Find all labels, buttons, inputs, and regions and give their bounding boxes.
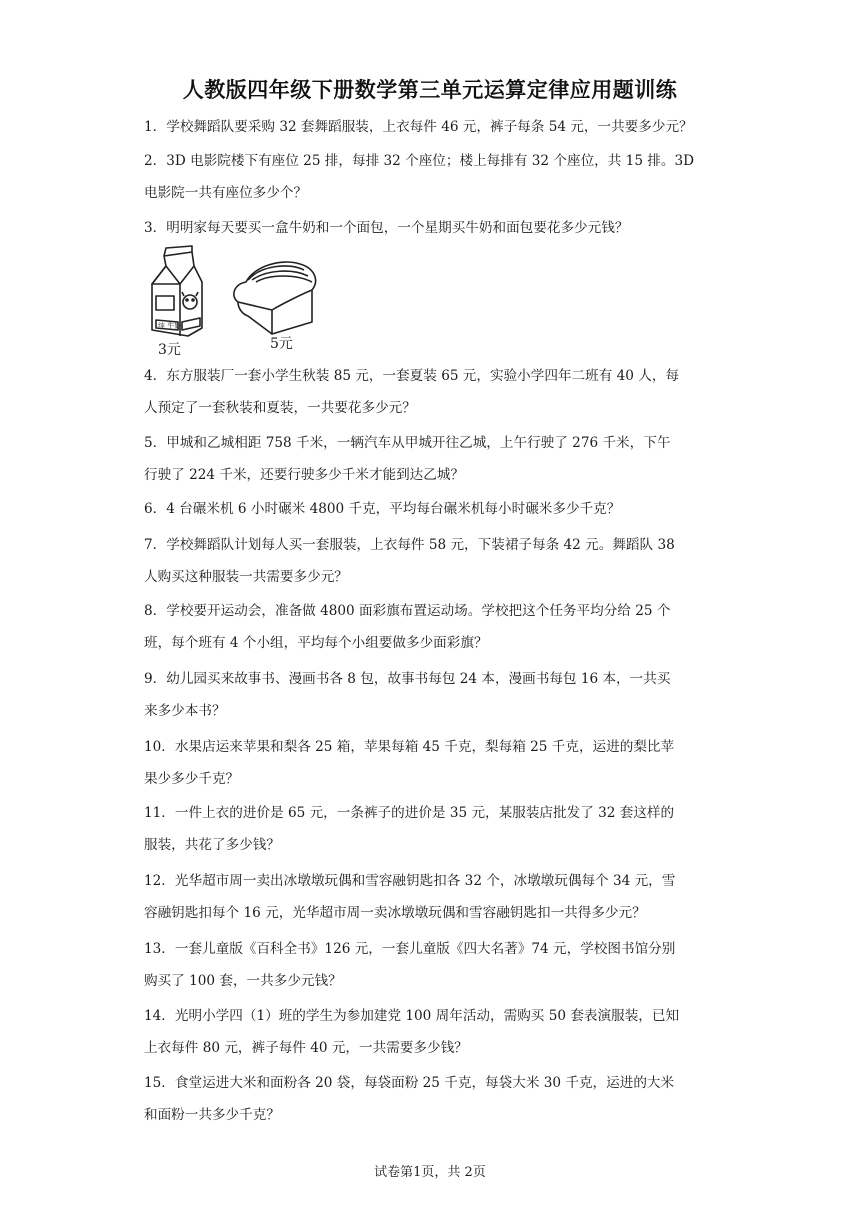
bread-loaf-icon [234, 262, 316, 334]
question-line: 人预定了一套秋装和夏装，一共要花多少元？ [144, 400, 416, 416]
question-line: 人购买这种服装一共需要多少元？ [144, 569, 348, 585]
question-line: 行驶了 224 千米，还要行驶多少千米才能到达乙城？ [144, 467, 465, 483]
question-line: 4．东方服装厂一套小学生秋装 85 元，一套夏装 65 元，实验小学四年二班有 40 人，每 [144, 368, 680, 384]
page-title: 人教版四年级下册数学第三单元运算定律应用题训练 [182, 78, 678, 102]
question-10 [144, 731, 724, 795]
question-line: 和面粉一共多少千克？ [144, 1107, 280, 1123]
question-line: 容融钥匙扣每个 16 元，光华超市周一卖冰墩墩玩偶和雪容融钥匙扣一共得多少元？ [144, 905, 646, 921]
question-1 [144, 111, 724, 143]
question-7 [144, 529, 724, 593]
milk-carton-text: 纯 牛奶 [158, 322, 182, 330]
question-5 [144, 427, 724, 491]
question-line: 14．光明小学四（1）班的学生为参加建党 100 周年活动，需购买 50 套表演服装，已知 [144, 1008, 680, 1024]
question-14 [144, 1000, 724, 1064]
question-12 [144, 865, 724, 929]
question-9 [144, 663, 724, 727]
question-line: 来多少本书？ [144, 703, 226, 719]
question-6 [144, 493, 724, 525]
bread-price-label: 5元 [270, 336, 293, 352]
milk-bread-figure [142, 244, 342, 362]
question-4 [144, 360, 724, 424]
question-line: 5．甲城和乙城相距 758 千米，一辆汽车从甲城开往乙城，上午行驶了 276 千米，下午 [144, 435, 671, 451]
question-line: 3．明明家每天要买一盒牛奶和一个面包，一个星期买牛奶和面包要花多少元钱？ [144, 220, 629, 236]
question-line: 电影院一共有座位多少个？ [144, 185, 308, 201]
question-line: 9．幼儿园买来故事书、漫画书各 8 包，故事书每包 24 本，漫画书每包 16 本，一共买 [144, 671, 671, 687]
question-line: 1．学校舞蹈队要采购 32 套舞蹈服装，上衣每件 46 元，裤子每条 54 元，一共要多少元？ [144, 119, 693, 135]
question-line: 购买了 100 套，一共多少元钱？ [144, 973, 342, 989]
question-line: 13．一套儿童版《百科全书》126 元，一套儿童版《四大名著》74 元，学校图书馆分别 [144, 941, 676, 957]
question-11 [144, 797, 724, 861]
question-line: 8．学校要开运动会，准备做 4800 面彩旗布置运动场。学校把这个任务平均分给 25 个 [144, 603, 671, 619]
question-line: 10．水果店运来苹果和梨各 25 箱，苹果每箱 45 千克，梨每箱 25 千克，运进的梨比苹 [144, 739, 675, 755]
milk-bread-svg [142, 244, 342, 362]
question-line: 上衣每件 80 元，裤子每件 40 元，一共需要多少钱？ [144, 1040, 468, 1056]
page-footer: 试卷第1页，共 2页 [374, 1165, 486, 1180]
question-line: 6．4 台碾米机 6 小时碾米 4800 千克，平均每台碾米机每小时碾米多少千克？ [144, 501, 621, 517]
question-line: 7．学校舞蹈队计划每人买一套服装，上衣每件 58 元，下装裙子每条 42 元。舞蹈队 38 [144, 537, 675, 553]
question-15 [144, 1067, 724, 1131]
question-line: 12．光华超市周一卖出冰墩墩玩偶和雪容融钥匙扣各 32 个，冰墩墩玩偶每个 34 元，雪 [144, 873, 676, 889]
question-3 [144, 212, 724, 244]
question-2 [144, 145, 724, 209]
question-line: 班，每个班有 4 个小组，平均每个小组要做多少面彩旗？ [144, 635, 488, 651]
question-line: 15．食堂运进大米和面粉各 20 袋，每袋面粉 25 千克，每袋大米 30 千克，运进的大米 [144, 1075, 675, 1091]
question-line: 11．一件上衣的进价是 65 元，一条裤子的进价是 35 元，某服装店批发了 32 套这样的 [144, 805, 675, 821]
question-13 [144, 933, 724, 997]
question-line: 2．3D 电影院楼下有座位 25 排，每排 32 个座位；楼上每排有 32 个座位，共 15 排。3D [144, 153, 695, 169]
milk-price-label: 3元 [158, 342, 181, 358]
question-line: 服装，共花了多少钱？ [144, 837, 280, 853]
question-8 [144, 595, 724, 659]
question-line: 果少多少千克？ [144, 771, 240, 787]
